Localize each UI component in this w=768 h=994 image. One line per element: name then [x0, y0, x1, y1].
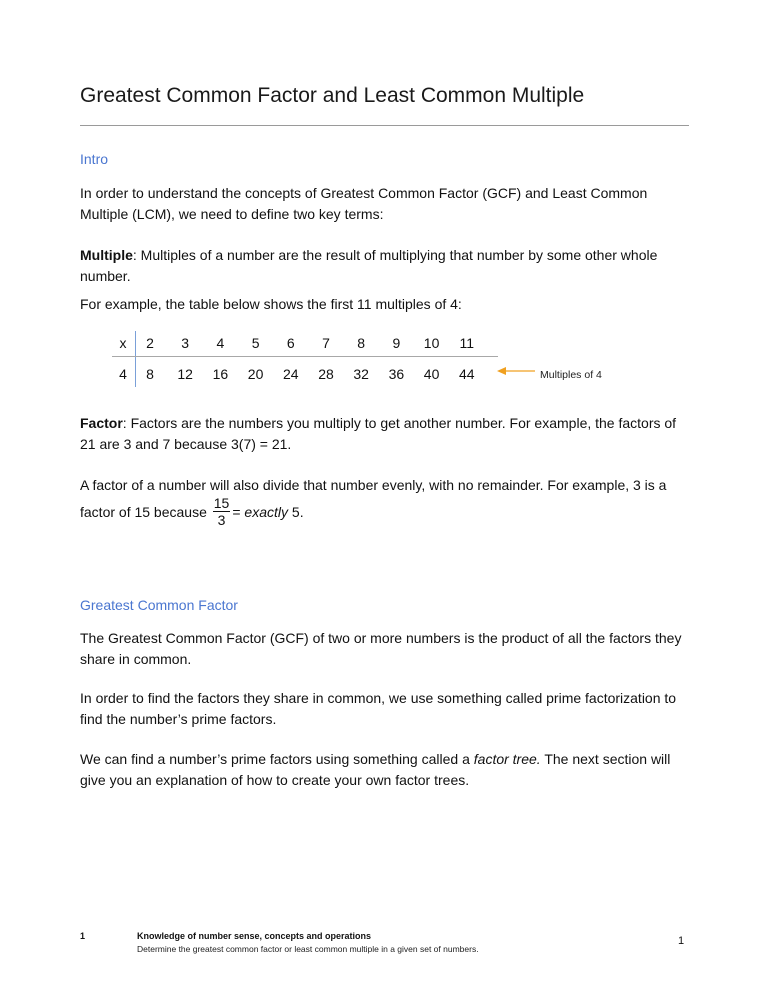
gcf-heading: Greatest Common Factor	[80, 597, 238, 613]
fraction-word: exactly	[244, 504, 288, 521]
factor-definition-text: : Factors are the numbers you multiply to get another number. For example, the factors of 21 are 3 and 7 because 3(7) = 21.	[80, 415, 677, 452]
table-row-cell: 32	[353, 366, 369, 382]
table-header-cell: 10	[423, 335, 440, 351]
table-row-label: 4	[119, 366, 127, 382]
factor-term: Factor	[80, 415, 123, 431]
table-row-cell: 20	[247, 366, 264, 382]
intro-paragraph: In order to understand the concepts of Greatest Common Factor (GCF) and Least Common Multiple (LCM), we need to define two key terms:	[80, 185, 648, 222]
multiple-definition	[80, 245, 690, 287]
table-row-cell: 16	[212, 366, 229, 382]
fraction-end: .	[299, 504, 304, 521]
factor-tree-term: factor tree.	[473, 751, 541, 767]
fraction-numerator: 15	[213, 495, 230, 511]
table-row-cell: 36	[388, 366, 405, 382]
table-header-cell: 9	[392, 335, 401, 351]
table-header-cell: 4	[216, 335, 225, 351]
table-header-cell: 3	[181, 335, 190, 351]
table-header-label: x	[119, 335, 127, 351]
example-intro: For example, the table below shows the first 11 multiples of 4:	[80, 296, 462, 312]
gcf-paragraph-3-end: The next section will give you an explanation of how to create your own factor trees.	[80, 751, 671, 788]
footer-standard-number: 1	[80, 931, 86, 941]
multiples-table	[112, 332, 498, 387]
page-number: 1	[678, 935, 685, 947]
factor-division-paragraph	[80, 474, 690, 530]
multiple-term: Multiple	[80, 247, 133, 263]
footer-standard-title: Knowledge of number sense, concepts and operations	[137, 931, 372, 941]
factor-division-text: A factor of a number will also divide that number evenly, with no remainder. For example, 3 is a factor of 15 because	[80, 477, 667, 521]
table-header-cell: 8	[357, 335, 366, 351]
fraction-denominator: 3	[217, 512, 226, 528]
table-row-cell: 8	[146, 366, 154, 382]
table-header-cell: 5	[251, 335, 260, 351]
table-row-cell: 28	[318, 366, 334, 382]
arrow-left-icon	[497, 366, 535, 376]
table-row-cell: 24	[283, 366, 299, 382]
title-divider	[80, 125, 689, 126]
intro-heading: Intro	[80, 151, 109, 167]
table-horizontal-divider	[112, 356, 498, 357]
gcf-paragraph-3	[80, 749, 690, 791]
gcf-paragraph-1: The Greatest Common Factor (GCF) of two or more numbers is the product of all the factors they share in common.	[80, 630, 682, 667]
table-row-cell: 12	[177, 366, 193, 382]
table-header-cell: 11	[459, 335, 475, 351]
multiples-callout: Multiples of 4	[540, 369, 602, 381]
table-row-cell: 44	[459, 366, 475, 382]
table-header-cell: 7	[322, 335, 330, 351]
fraction	[213, 495, 231, 528]
table-row-cell: 40	[423, 366, 440, 382]
multiple-definition-text: : Multiples of a number are the result of multiplying that number by some other whole number.	[80, 247, 658, 284]
gcf-paragraph-2: In order to find the factors they share in common, we use something called prime factorization to find the number’s prime factors.	[80, 690, 677, 727]
document-title: Greatest Common Factor and Least Common Multiple	[80, 84, 585, 107]
table-header-cell: 6	[286, 335, 295, 351]
fraction-result: 5	[291, 504, 300, 521]
factor-definition	[80, 413, 690, 455]
table-header-cell: 2	[146, 335, 154, 351]
footer-standard-description: Determine the greatest common factor or least common multiple in a given set of numbers.	[137, 944, 479, 954]
gcf-paragraph-3-start: We can find a number’s prime factors using something called a	[80, 751, 470, 767]
fraction-equals: =	[232, 504, 241, 521]
